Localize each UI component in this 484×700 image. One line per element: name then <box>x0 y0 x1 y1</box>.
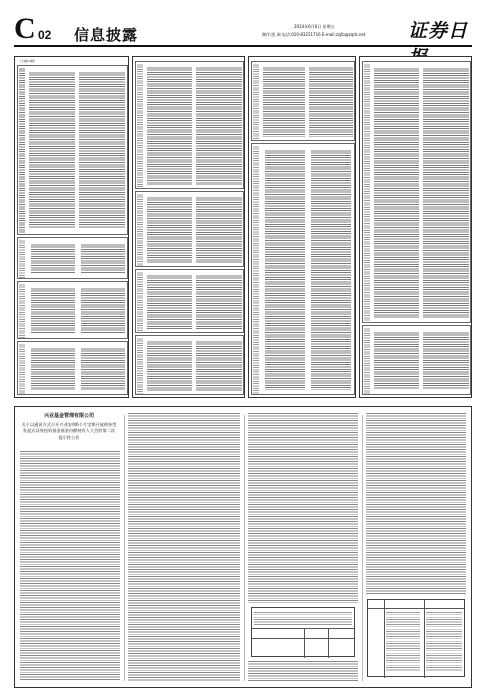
form-table-rule <box>328 628 329 658</box>
table-text-column <box>195 65 243 187</box>
table-text-column <box>373 66 420 320</box>
form-table-rule <box>424 600 425 678</box>
section-letter: C <box>14 12 36 45</box>
form-table-rule <box>384 600 385 678</box>
table-text-column <box>30 242 76 276</box>
table-block <box>251 143 355 395</box>
editor-contact: 制作:凯 瑞 电话:010-83251716 E-mail:zzjlb@zqrb.net <box>262 32 366 37</box>
form-table-rule <box>252 638 354 639</box>
table-text-column <box>146 195 193 265</box>
report-column-3 <box>248 56 356 398</box>
table-block <box>135 335 244 395</box>
table-text-column <box>80 286 126 336</box>
announcement-text-column <box>366 413 466 595</box>
column-divider <box>244 415 245 681</box>
table-block <box>17 341 128 395</box>
table-text-column <box>30 286 76 336</box>
table-side-column <box>363 326 371 396</box>
table-side-column <box>252 62 260 142</box>
voting-form-table <box>251 607 355 657</box>
announcement-text-column <box>128 413 240 681</box>
table-side-column <box>18 66 26 236</box>
table-text-column <box>146 273 193 331</box>
table-text-column <box>146 65 193 187</box>
table-block <box>135 269 244 333</box>
fund-report-tables <box>14 56 472 398</box>
form-table-body <box>426 612 462 672</box>
form-table-rule <box>304 628 305 658</box>
report-column-4 <box>359 56 472 398</box>
form-table-header <box>254 612 352 626</box>
table-text-column <box>146 339 193 393</box>
announcement-heading <box>21 413 117 441</box>
announcement-company: 兴业基金管理有限公司 <box>43 413 94 419</box>
table-block <box>17 281 128 339</box>
table-text-column <box>262 65 306 139</box>
table-text-column <box>80 346 126 392</box>
authorization-table <box>367 599 465 677</box>
table-text-column <box>80 242 126 276</box>
table-text-column <box>195 273 243 331</box>
table-side-column <box>136 62 144 190</box>
table-text-column <box>422 66 470 320</box>
shareholder-meeting-announcement <box>14 406 472 688</box>
table-side-column <box>136 336 144 396</box>
table-text-column <box>28 70 76 230</box>
table-text-column <box>310 148 352 392</box>
form-table-body <box>386 612 420 672</box>
brand-logo: 证券日 <box>408 20 469 42</box>
form-table-rule <box>252 628 354 629</box>
announcement-text-column <box>20 451 120 681</box>
section-title: 信息披露 <box>74 26 139 44</box>
announcement-title: 关于以通讯方式召开兴业安和6个月定期开放债券型发起式证券投资基金基金份额持有人大会的第二次提示性公告 <box>21 421 117 440</box>
table-text-column <box>264 148 306 392</box>
masthead-rule <box>14 45 472 47</box>
table-text-column <box>195 195 243 265</box>
table-text-column <box>78 70 126 230</box>
table-side-column <box>18 282 26 340</box>
table-block <box>17 65 128 235</box>
table-side-column <box>252 144 260 396</box>
table-block <box>362 61 471 323</box>
table-block <box>135 61 244 189</box>
table-side-column <box>136 192 144 268</box>
table-text-column <box>373 330 420 392</box>
table-side-column <box>18 238 26 280</box>
column-divider <box>362 415 363 681</box>
column-divider <box>124 415 125 681</box>
table-block <box>17 237 128 279</box>
continued-label: （上接C1版） <box>18 59 38 63</box>
masthead <box>14 12 472 46</box>
table-text-column <box>30 346 76 392</box>
table-text-column <box>195 339 243 393</box>
table-side-column <box>363 62 371 324</box>
table-text-column <box>308 65 354 139</box>
table-side-column <box>136 270 144 334</box>
announcement-text-column <box>248 661 358 681</box>
section-number: 02 <box>38 28 52 42</box>
table-block <box>251 61 355 141</box>
table-block <box>362 325 471 395</box>
table-side-column <box>18 342 26 396</box>
report-column-2 <box>132 56 245 398</box>
table-text-column <box>422 330 470 392</box>
table-block <box>135 191 244 267</box>
issue-date: 2024年6月6日 星期五 <box>294 24 335 29</box>
form-table-rule <box>368 608 464 609</box>
report-column-1 <box>14 56 129 398</box>
announcement-text-column <box>248 413 358 603</box>
